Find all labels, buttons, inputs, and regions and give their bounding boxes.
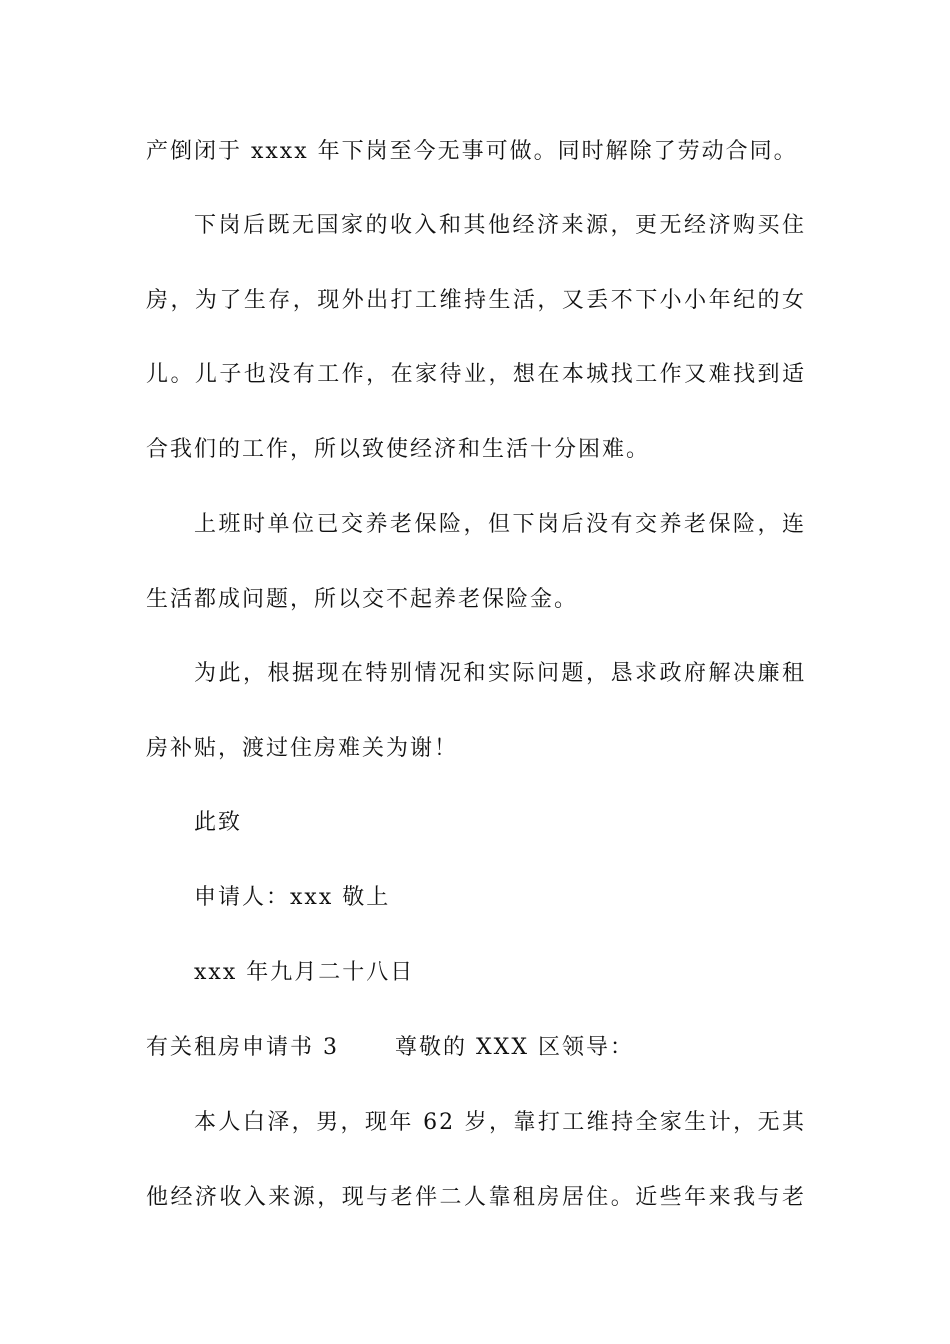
paragraph-line: 上班时单位已交养老保险，但下岗后没有交养老保险，连 <box>194 512 806 537</box>
paragraph-line: 合我们的工作，所以致使经济和生活十分困难。 <box>146 437 651 462</box>
signature-line: 申请人：xxx 敬上 <box>194 885 391 910</box>
paragraph-line: 下岗后既无国家的收入和其他经济来源，更无经济购买住 <box>194 213 806 238</box>
date-line: xxx 年九月二十八日 <box>194 960 415 985</box>
salutation: 尊敬的 XXX 区领导： <box>395 1035 634 1060</box>
paragraph-line: 房，为了生存，现外出打工维持生活，又丢不下小小年纪的女 <box>146 288 806 313</box>
paragraph-line: 他经济收入来源，现与老伴二人靠租房居住。近些年来我与老 <box>146 1185 806 1210</box>
closing-line: 此致 <box>194 810 243 835</box>
paragraph-line: 为此，根据现在特别情况和实际问题，恳求政府解决廉租 <box>194 661 806 686</box>
section-title: 有关租房申请书 3 <box>146 1035 339 1060</box>
paragraph-line: 本人白泽，男，现年 62 岁，靠打工维持全家生计，无其 <box>194 1110 806 1135</box>
paragraph-line: 儿。儿子也没有工作，在家待业，想在本城找工作又难找到适 <box>146 362 806 387</box>
paragraph-line: 产倒闭于 xxxx 年下岗至今无事可做。同时解除了劳动合同。 <box>146 139 798 164</box>
paragraph-line: 生活都成问题，所以交不起养老保险金。 <box>146 587 579 612</box>
section-heading <box>146 1033 806 1063</box>
paragraph-line: 房补贴，渡过住房难关为谢！ <box>146 736 459 761</box>
